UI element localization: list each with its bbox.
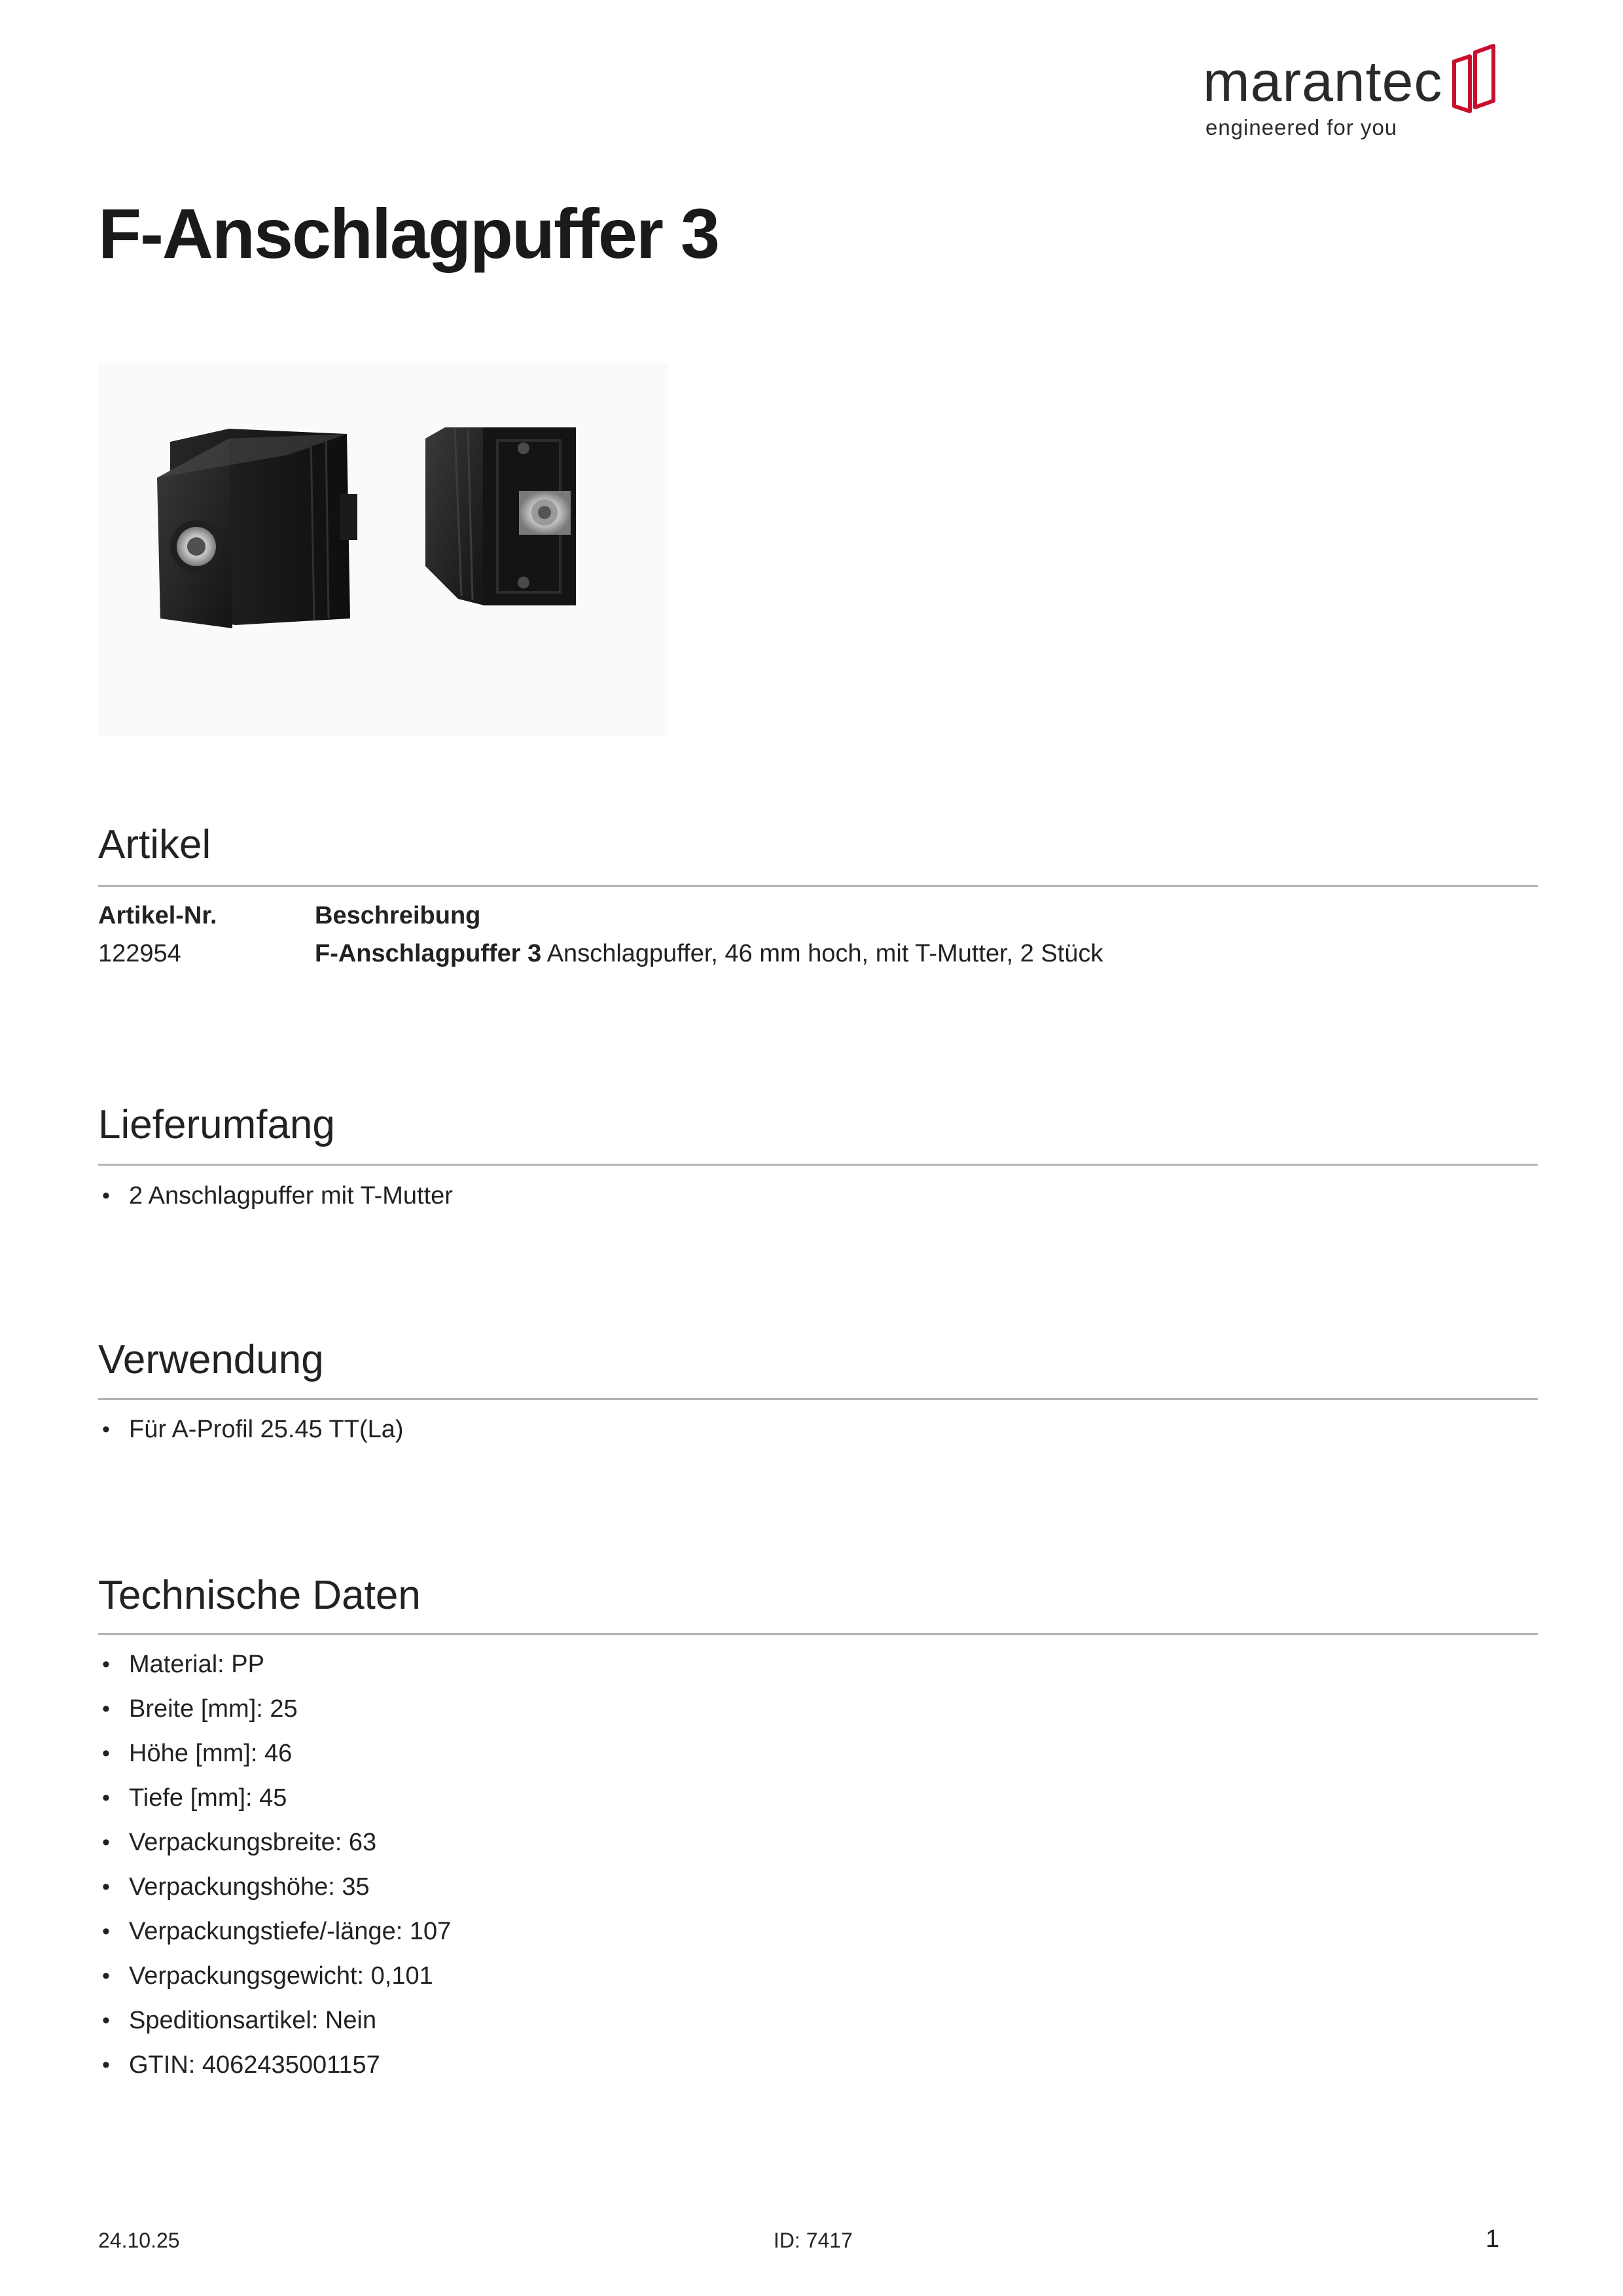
- section-heading-lieferumfang: Lieferumfang: [98, 1102, 335, 1147]
- product-image: [98, 363, 668, 736]
- list-item: • Material: PP: [98, 1642, 451, 1687]
- list-item: • Verpackungstiefe/-länge: 107: [98, 1909, 451, 1954]
- brand-tagline: engineered for you: [1205, 115, 1398, 139]
- footer-id: ID: 7417: [774, 2229, 853, 2252]
- brand-logo: [1203, 41, 1504, 145]
- list-item: • Höhe [mm]: 46: [98, 1731, 451, 1776]
- section-divider: [98, 1164, 1538, 1166]
- list-item: • Verpackungshöhe: 35: [98, 1865, 451, 1909]
- page-title: F-Anschlagpuffer 3: [98, 194, 719, 273]
- article-name: F-Anschlagpuffer 3: [315, 940, 542, 967]
- technische-daten-list: [98, 1642, 451, 2087]
- article-number: 122954: [98, 940, 181, 967]
- list-item: • GTIN: 4062435001157: [98, 2043, 451, 2087]
- list-item: • Verpackungsgewicht: 0,101: [98, 1954, 451, 1998]
- page-number: 1: [1486, 2225, 1500, 2253]
- section-divider: [98, 885, 1538, 887]
- brand-name: marantec: [1203, 50, 1443, 113]
- list-item: • Verpackungsbreite: 63: [98, 1820, 451, 1865]
- section-heading-artikel: Artikel: [98, 822, 211, 867]
- column-header-description: Beschreibung: [315, 902, 481, 929]
- article-description: [315, 940, 1103, 968]
- list-item: • Breite [mm]: 25: [98, 1687, 451, 1731]
- article-description-text: Anschlagpuffer, 46 mm hoch, mit T-Mutter, 2 Stück: [541, 940, 1103, 967]
- section-heading-verwendung: Verwendung: [98, 1337, 324, 1382]
- section-heading-technische-daten: Technische Daten: [98, 1573, 421, 1618]
- list-item: • Speditionsartikel: Nein: [98, 1998, 451, 2043]
- column-header-article-number: Artikel-Nr.: [98, 902, 217, 929]
- list-item: • 2 Anschlagpuffer mit T-Mutter: [98, 1174, 453, 1218]
- section-divider: [98, 1398, 1538, 1400]
- lieferumfang-list: [98, 1174, 453, 1218]
- list-item: • Für A-Profil 25.45 TT(La): [98, 1407, 404, 1452]
- verwendung-list: [98, 1407, 404, 1452]
- stop-buffer-photo-icon: [98, 363, 668, 736]
- list-item: • Tiefe [mm]: 45: [98, 1776, 451, 1820]
- brand-mark-icon: [1450, 43, 1500, 115]
- section-divider: [98, 1633, 1538, 1635]
- footer-date: 24.10.25: [98, 2229, 180, 2252]
